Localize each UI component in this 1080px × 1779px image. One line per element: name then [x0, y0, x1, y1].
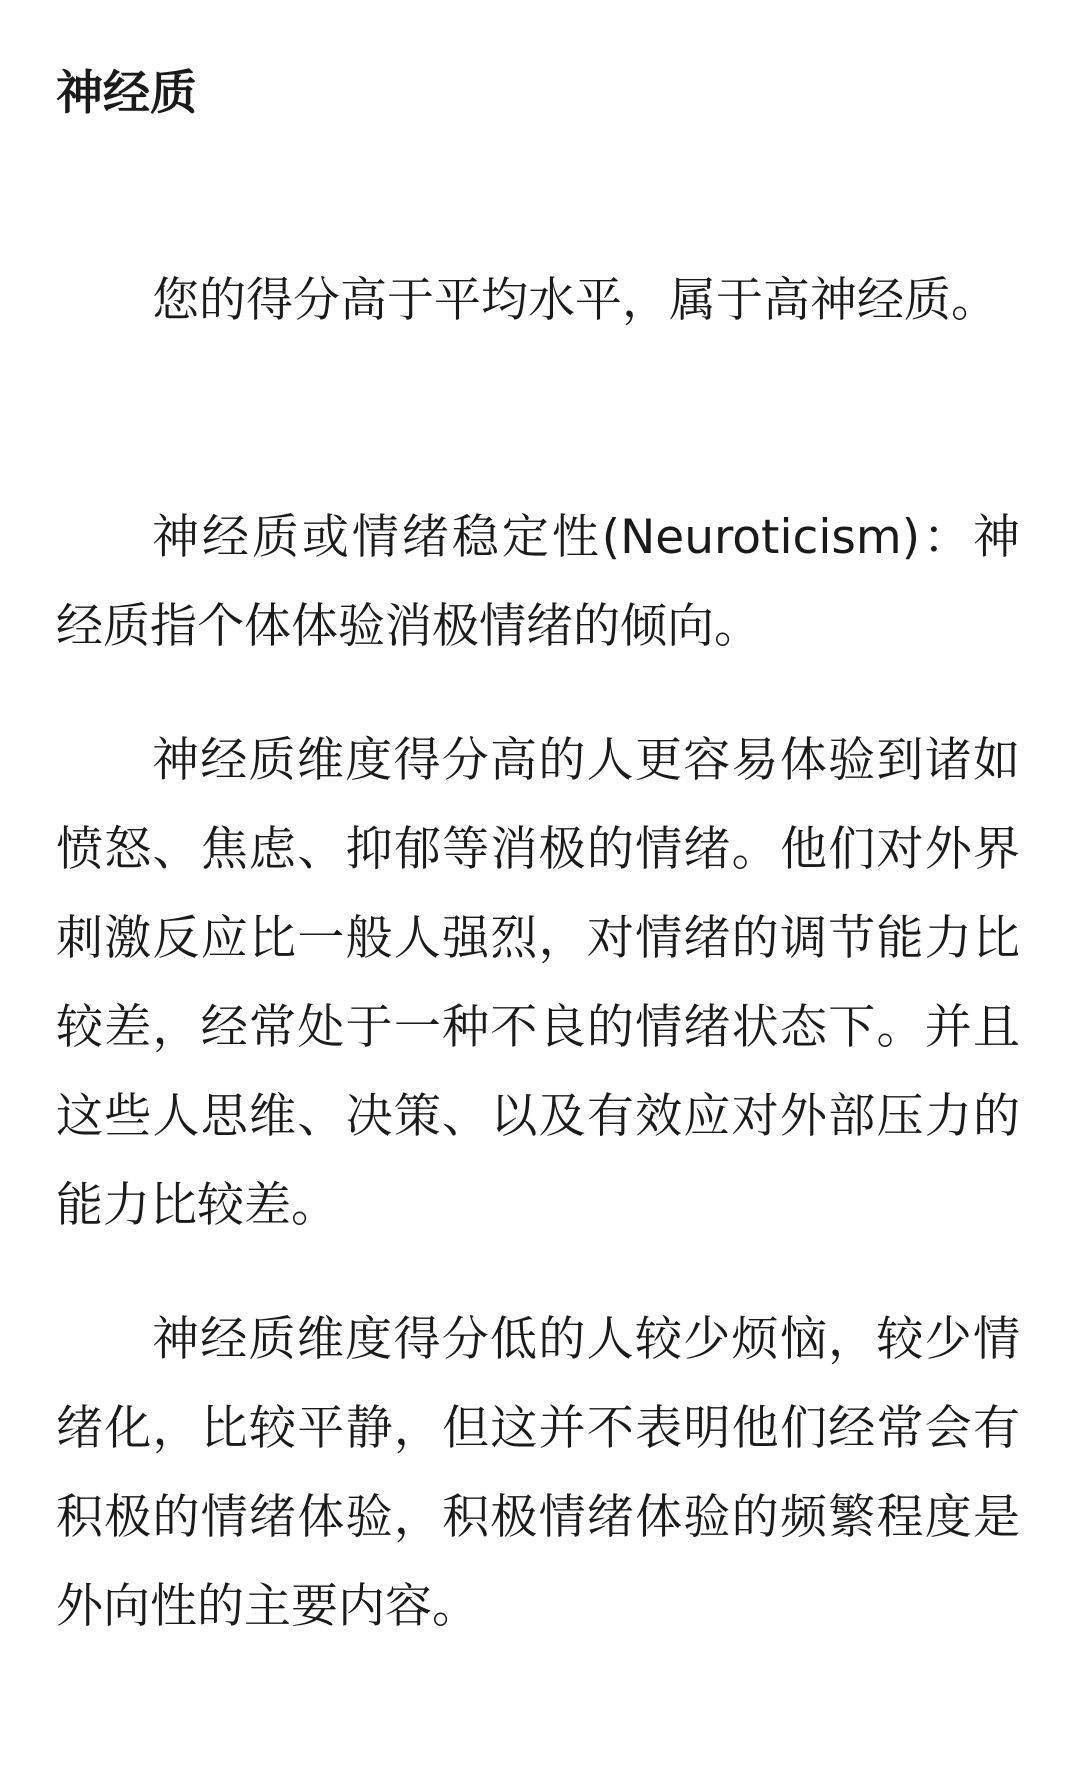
low-score-paragraph: 神经质维度得分低的人较少烦恼，较少情绪化，比较平静，但这并不表明他们经常会有积极的情绪体验，积极情绪体验的频繁程度是外向性的主要内容。 [56, 1312, 1020, 1634]
section-title: 神经质 [56, 66, 197, 121]
high-score-paragraph: 神经质维度得分高的人更容易体验到诸如愤怒、焦虑、抑郁等消极的情绪。他们对外界刺激反应比一般人强烈，对情绪的调节能力比较差，经常处于一种不良的情绪状态下。并且这些人思维、决策、以及有效应对外部压力的能力比较差。 [56, 733, 1020, 1233]
score-summary: 您的得分高于平均水平，属于高神经质。 [152, 273, 998, 328]
definition-paragraph: 神经质或情绪稳定性(Neuroticism)：神经质指个体体验消极情绪的倾向。 [56, 510, 1020, 654]
